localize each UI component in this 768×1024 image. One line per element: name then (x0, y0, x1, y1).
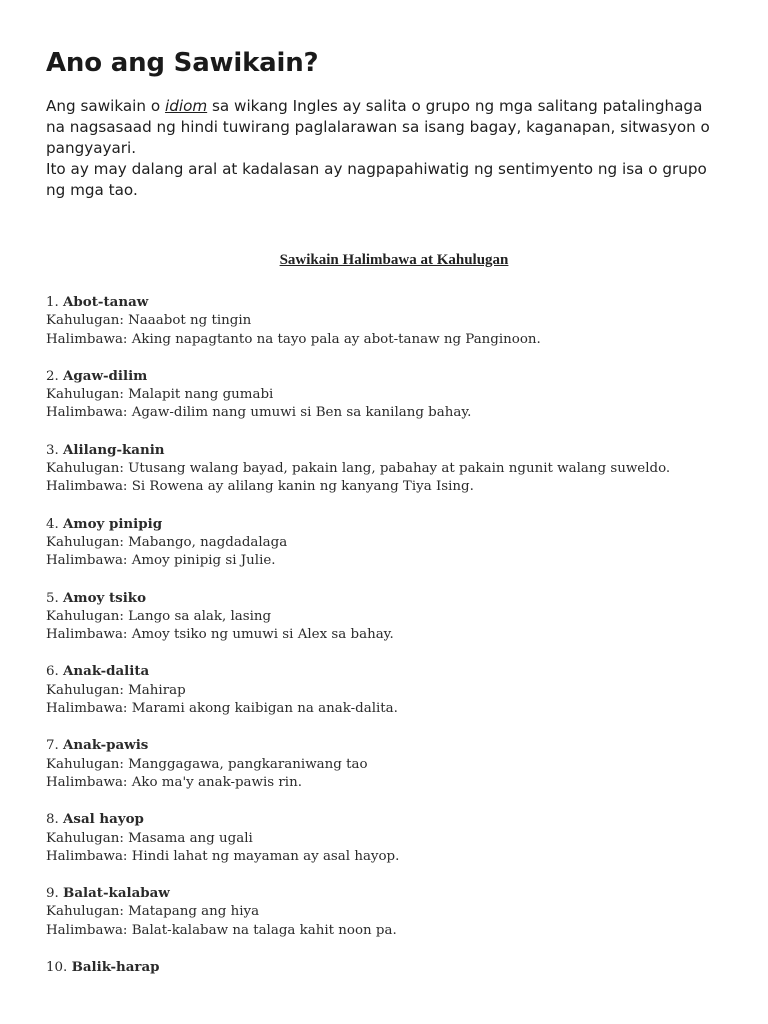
entry-halimbawa: Halimbawa: Ako ma'y anak-pawis rin. (46, 774, 302, 790)
entry-term: Agaw-dilim (63, 367, 148, 384)
entry-halimbawa: Halimbawa: Marami akong kaibigan na anak-dalita. (46, 701, 398, 717)
page-title: Ano ang Sawikain? (46, 48, 319, 78)
entry-term: Amoy pinipig (63, 515, 163, 532)
list-item (46, 367, 726, 423)
idiom-link[interactable]: idiom (164, 97, 208, 115)
entry-term: Abot-tanaw (63, 294, 149, 310)
entry-term: Asal hayop (63, 811, 144, 828)
list-item (46, 441, 726, 497)
list-item (46, 293, 726, 349)
entry-kahulugan: Kahulugan: Mahirap (46, 682, 186, 698)
list-item (46, 736, 726, 792)
entry-kahulugan: Kahulugan: Utusang walang bayad, pakain lang, pabahay at pakain ngunit walang suweldo. (46, 461, 671, 477)
entry-term: Balat-kalabaw (63, 885, 170, 902)
entry-number: 4. (46, 516, 64, 532)
list-item (46, 515, 726, 571)
entry-halimbawa: Halimbawa: Si Rowena ay alilang kanin ng kanyang Tiya Ising. (46, 479, 474, 495)
entry-kahulugan: Kahulugan: Masama ang ugali (46, 830, 253, 846)
entry-number: 1. (46, 295, 64, 310)
entry-halimbawa: Halimbawa: Amoy pinipig si Julie. (46, 553, 276, 569)
entry-number: 2. (46, 368, 64, 384)
entry-term: Alilang-kanin (63, 441, 165, 458)
entry-halimbawa: Halimbawa: Amoy tsiko ng umuwi si Alex sa bahay. (46, 627, 394, 643)
entry-kahulugan: Kahulugan: Manggagawa, pangkaraniwang tao (46, 756, 368, 772)
entry-number: 6. (46, 664, 64, 680)
entry-kahulugan: Kahulugan: Matapang ang hiya (46, 904, 260, 920)
entry-halimbawa: Halimbawa: Agaw-dilim nang umuwi si Ben sa kanilang bahay. (46, 405, 472, 421)
list-item (46, 810, 726, 866)
entry-number: 3. (46, 442, 64, 458)
list-item (46, 589, 726, 645)
entry-number: 10. (46, 960, 72, 976)
intro-p1-after: sa wikang Ingles ay salita o grupo ng mga salitang patalinghaga na nagsasaad ng hindi tuwirang paglalarawan sa isang bagay, kaganapan, sitwasyon o pangyayari. (46, 97, 710, 157)
entry-halimbawa: Halimbawa: Balat-kalabaw na talaga kahit noon pa. (46, 922, 397, 938)
section-title: Sawikain Halimbawa at Kahulugan (279, 252, 509, 268)
list-item (46, 884, 726, 940)
entry-number: 9. (46, 886, 64, 902)
entry-list (46, 293, 726, 977)
entry-number: 5. (46, 590, 64, 606)
list-item (46, 958, 726, 977)
intro-p1-before: Ang sawikain o (46, 97, 165, 115)
entry-kahulugan: Kahulugan: Naaabot ng tingin (46, 313, 252, 329)
entry-kahulugan: Kahulugan: Malapit nang gumabi (46, 387, 274, 403)
entry-number: 7. (46, 738, 64, 754)
entry-term: Anak-dalita (63, 663, 150, 680)
entry-term: Balik-harap (71, 959, 160, 976)
list-item (46, 662, 726, 718)
entry-kahulugan: Kahulugan: Mabango, nagdadalaga (46, 534, 288, 550)
intro-text (46, 96, 726, 201)
document-page (46, 48, 726, 995)
intro-paragraph-1 (46, 96, 726, 159)
entry-halimbawa: Halimbawa: Aking napagtanto na tayo pala ay abot-tanaw ng Panginoon. (46, 331, 541, 347)
entry-kahulugan: Kahulugan: Lango sa alak, lasing (46, 608, 272, 624)
entry-term: Anak-pawis (63, 737, 149, 754)
intro-paragraph-2: Ito ay may dalang aral at kadalasan ay nagpapahiwatig ng sentimyento ng isa o grupo ng mga tao. (46, 160, 707, 199)
entry-halimbawa: Halimbawa: Hindi lahat ng mayaman ay asal hayop. (46, 848, 400, 864)
entry-term: Amoy tsiko (63, 589, 146, 606)
entry-number: 8. (46, 812, 64, 828)
